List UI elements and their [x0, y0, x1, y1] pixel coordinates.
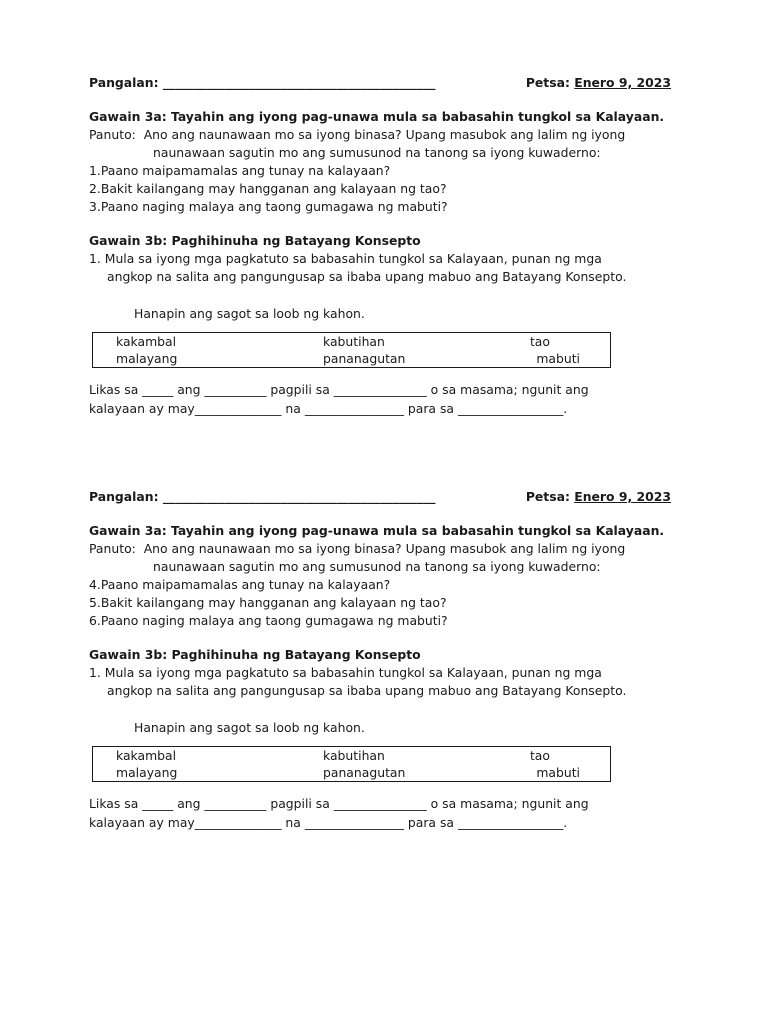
item-1-line-2: angkop na salita ang pangungusap sa ibaba upang mabuo ang Batayang Konsepto.: [107, 683, 627, 698]
word-bank-word: pananagutan: [323, 765, 406, 780]
word-bank-word: tao: [529, 334, 550, 349]
gawain-3a-title: Gawain 3a: Tayahin ang iyong pag-unawa mula sa babasahin tungkol sa Kalayaan.: [89, 523, 665, 538]
word-bank-word: malayang: [116, 351, 178, 366]
word-bank-word: mabuti: [536, 351, 580, 366]
question-item: 3.Paano naging malaya ang taong gumagawa ng mabuti?: [89, 199, 448, 214]
worksheet-section-1: [89, 74, 689, 418]
question-item: 1.Paano maipamamalas ang tunay na kalayaan?: [89, 163, 391, 178]
name-field-label: Pangalan: ____________________________________________: [89, 75, 436, 90]
word-bank-box: [92, 332, 611, 368]
gawain-3b-title: Gawain 3b: Paghihinuha ng Batayang Konsepto: [89, 233, 421, 248]
question-item: 5.Bakit kailangang may hangganan ang kalayaan ng tao?: [89, 595, 447, 610]
item-1-line-1: 1. Mula sa iyong mga pagkatuto sa babasahin tungkol sa Kalayaan, punan ng mga: [89, 665, 602, 680]
word-bank-word: tao: [529, 748, 550, 763]
hint-text: Hanapin ang sagot sa loob ng kahon.: [134, 720, 365, 735]
panuto-line-2: naunawaan sagutin mo ang sumusunod na tanong sa iyong kuwaderno:: [153, 145, 601, 160]
question-item: 4.Paano maipamamalas ang tunay na kalayaan?: [89, 577, 391, 592]
gawain-3a-title: Gawain 3a: Tayahin ang iyong pag-unawa mula sa babasahin tungkol sa Kalayaan.: [89, 109, 665, 124]
panuto-line-1: Panuto: Ano ang naunawaan mo sa iyong binasa? Upang masubok ang lalim ng iyong: [89, 127, 626, 142]
worksheet-section-2: [89, 488, 689, 832]
word-bank-word: kabutihan: [323, 748, 385, 763]
date-value: Enero 9, 2023: [574, 75, 671, 90]
header-row: [89, 74, 671, 92]
date-label: Petsa:: [525, 489, 575, 504]
word-bank-box: [92, 746, 611, 782]
date-field: [526, 74, 671, 92]
word-bank-word: kakambal: [116, 748, 177, 763]
word-bank-word: kakambal: [116, 334, 177, 349]
gawain-3b-title: Gawain 3b: Paghihinuha ng Batayang Konsepto: [89, 647, 421, 662]
date-value: Enero 9, 2023: [574, 489, 671, 504]
date-field: [526, 488, 671, 506]
header-row: [89, 488, 671, 506]
fill-in-line-1: Likas sa _____ ang __________ pagpili sa _______________ o sa masama; ngunit ang: [89, 382, 589, 397]
fill-in-line-1: Likas sa _____ ang __________ pagpili sa _______________ o sa masama; ngunit ang: [89, 796, 589, 811]
fill-in-line-2: kalayaan ay may______________ na ________________ para sa _________________.: [89, 815, 568, 830]
word-bank-word: kabutihan: [323, 334, 385, 349]
item-1-line-1: 1. Mula sa iyong mga pagkatuto sa babasahin tungkol sa Kalayaan, punan ng mga: [89, 251, 602, 266]
question-item: 6.Paano naging malaya ang taong gumagawa ng mabuti?: [89, 613, 448, 628]
hint-text: Hanapin ang sagot sa loob ng kahon.: [134, 306, 365, 321]
word-bank-word: pananagutan: [323, 351, 406, 366]
question-item: 2.Bakit kailangang may hangganan ang kalayaan ng tao?: [89, 181, 447, 196]
fill-in-line-2: kalayaan ay may______________ na ________________ para sa _________________.: [89, 401, 568, 416]
item-1-line-2: angkop na salita ang pangungusap sa ibaba upang mabuo ang Batayang Konsepto.: [107, 269, 627, 284]
word-bank-word: malayang: [116, 765, 178, 780]
date-label: Petsa:: [525, 75, 575, 90]
panuto-line-2: naunawaan sagutin mo ang sumusunod na tanong sa iyong kuwaderno:: [153, 559, 601, 574]
panuto-line-1: Panuto: Ano ang naunawaan mo sa iyong binasa? Upang masubok ang lalim ng iyong: [89, 541, 626, 556]
name-field-label: Pangalan: ____________________________________________: [89, 489, 436, 504]
word-bank-word: mabuti: [536, 765, 580, 780]
